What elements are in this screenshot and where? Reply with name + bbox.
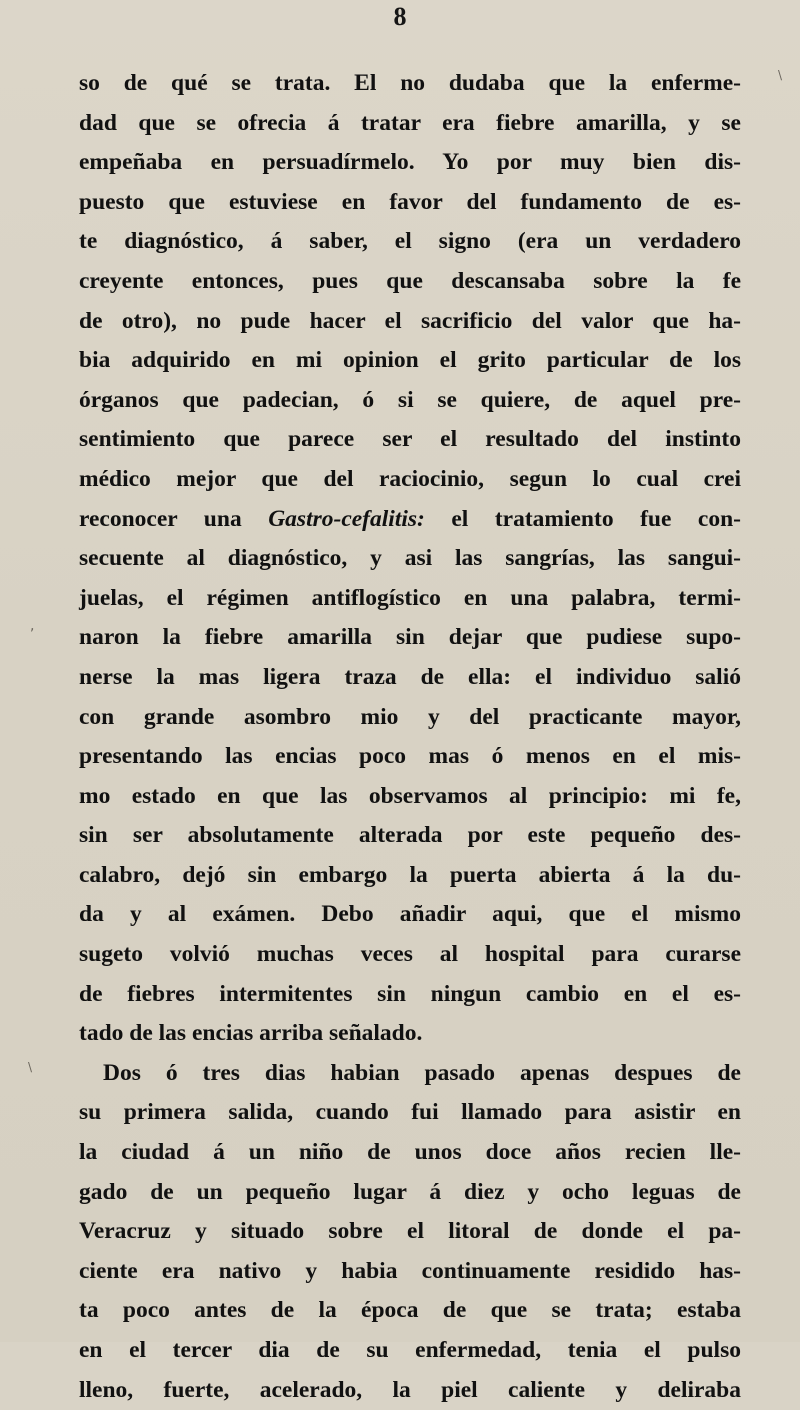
text-line: Dos ó tres dias habian pasado apenas despues de [103,1059,741,1086]
text-line: con grande asombro mio y del practicante mayor, [79,703,741,730]
text-line: so de qué se trata. El no dudaba que la enferme- [79,70,741,96]
text-line: sugeto volvió muchas veces al hospital para curarse [79,941,741,968]
text-line: órganos que padecian, ó si se quiere, de aquel pre- [79,386,741,413]
text-line: naron la fiebre amarilla sin dejar que pudiese supo- [79,624,741,651]
margin-mark-top-right: \ [778,68,783,82]
text-line: de otro), no pude hacer el sacrificio del valor que ha- [79,307,741,334]
text-line: te diagnóstico, á saber, el signo (era un verdadero [79,228,741,255]
text-line: lleno, fuerte, acelerado, la piel caliente y deliraba [79,1376,741,1403]
margin-mark-left: , [30,618,35,634]
text-line: calabro, dejó sin embargo la puerta abierta á la du- [79,861,741,888]
text-line: sin ser absolutamente alterada por este pequeño des- [79,822,741,849]
italic-term: Gastro-cefalitis: [268,505,425,532]
body-text [79,64,741,1410]
paragraph-2 [79,1054,741,1410]
text-line: gado de un pequeño lugar á diez y ocho leguas de [79,1178,741,1205]
text-line [79,500,741,540]
text-line: empeñaba en persuadírmelo. Yo por muy bien dis- [79,149,741,176]
text-line: la ciudad á un niño de unos doce años recien lle- [79,1139,741,1166]
text-line: puesto que estuviese en favor del fundamento de es- [79,188,741,215]
text-line: su primera salida, cuando fui llamado para asistir en [79,1099,741,1126]
text-line: dad que se ofrecia á tratar era fiebre amarilla, y se [79,109,741,136]
text-line: secuente al diagnóstico, y asi las sangrías, las sangui- [79,545,741,572]
margin-mark-left-lower: \ [28,1060,33,1074]
text-line: mo estado en que las observamos al principio: mi fe, [79,782,741,809]
text-line: nerse la mas ligera traza de ella: el individuo salió [79,663,741,690]
text-line: médico mejor que del raciocinio, segun lo cual crei [79,465,741,492]
text-line: Veracruz y situado sobre el litoral de donde el pa- [79,1218,741,1245]
text-line: en el tercer dia de su enfermedad, tenia el pulso [79,1337,741,1363]
text-line: ta poco antes de la época de que se trata; estaba [79,1297,741,1324]
text-line: presentando las encias poco mas ó menos en el mis- [79,743,741,770]
text-line: da y al exámen. Debo añadir aqui, que el mismo [79,901,741,928]
text-segment: reconocer una [79,505,269,532]
paragraph-1 [79,64,741,1054]
text-line: de fiebres intermitentes sin ningun cambio en el es- [79,980,741,1007]
text-line: bia adquirido en mi opinion el grito particular de los [79,347,741,374]
text-line: ciente era nativo y habia continuamente residido has- [79,1257,741,1284]
page-number: 8 [393,2,407,31]
text-line: sentimiento que parece ser el resultado del instinto [79,426,741,453]
text-line: juelas, el régimen antiflogístico en una palabra, termi- [79,584,741,611]
text-line: tado de las encias arriba señalado. [79,1020,423,1047]
text-line: creyente entonces, pues que descansaba sobre la fe [79,267,741,294]
text-segment: el tratamiento fue con- [424,505,741,532]
